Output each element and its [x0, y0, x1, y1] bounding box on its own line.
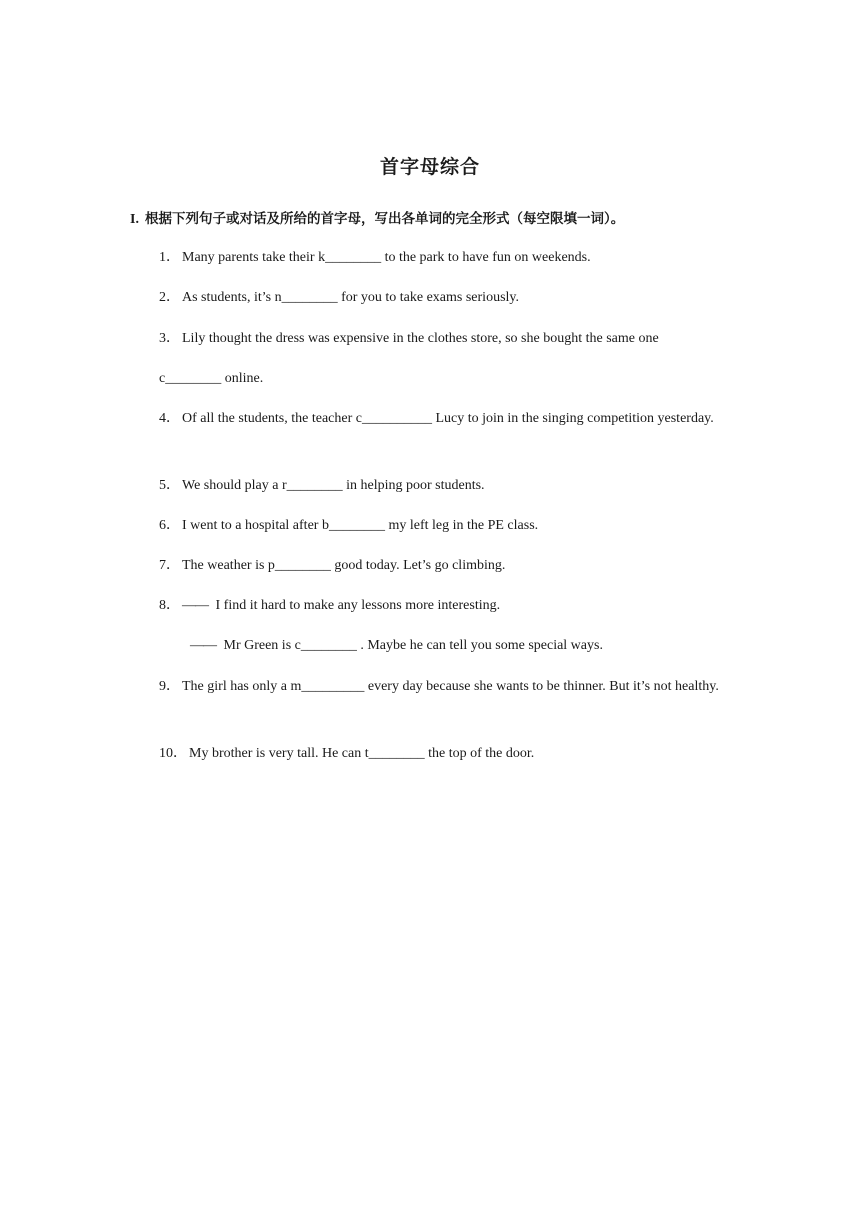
question-8-reply [190, 633, 603, 659]
section-instruction-text: 根据下列句子或对话及所给的首字母，写出各单词的完全形式（每空限填一词）。 [144, 211, 625, 227]
question-number: 7． [159, 558, 180, 573]
question-5 [159, 473, 485, 499]
question-text: We should play a r________ in helping poor students. [182, 478, 485, 493]
question-text: My brother is very tall. He can t________ the top of the door. [189, 746, 535, 761]
question-number: 10． [159, 746, 187, 761]
question-6 [159, 513, 538, 539]
page-title: 首字母综合 [379, 156, 480, 178]
dialogue-dash: —— [190, 638, 216, 653]
section-number: I. [130, 212, 139, 227]
question-number: 1． [159, 250, 180, 265]
question-text-continued: c________ online. [159, 371, 264, 386]
question-10 [159, 741, 534, 767]
question-number: 8． [159, 598, 180, 613]
question-number: 4． [159, 411, 180, 426]
question-9 [130, 674, 730, 700]
reply-text: Mr Green is c________ . Maybe he can tell you some special ways. [223, 638, 603, 653]
question-text: I went to a hospital after b________ my left leg in the PE class. [182, 518, 539, 533]
question-3-continuation [159, 366, 263, 392]
question-1 [159, 245, 591, 271]
question-number: 9． [159, 679, 180, 694]
question-text: Of all the students, the teacher c__________ Lucy to join in the singing competition yesterday. [182, 411, 714, 426]
question-4 [130, 406, 730, 432]
question-text: Lily thought the dress was expensive in the clothes store, so she bought the same one [182, 331, 659, 346]
dialogue-dash: —— [182, 598, 208, 613]
question-number: 5． [159, 478, 180, 493]
question-3 [159, 326, 659, 352]
question-text: Many parents take their k________ to the park to have fun on weekends. [182, 250, 591, 265]
question-text: I find it hard to make any lessons more interesting. [215, 598, 501, 613]
question-number: 3． [159, 331, 180, 346]
question-2 [159, 285, 519, 311]
question-number: 2． [159, 290, 180, 305]
question-text: The weather is p________ good today. Let’s go climbing. [182, 558, 506, 573]
question-7 [159, 553, 505, 579]
question-text: As students, it’s n________ for you to take exams seriously. [182, 290, 520, 305]
question-text: The girl has only a m_________ every day because she wants to be thinner. But it’s not healthy. [182, 679, 719, 694]
section-instruction [130, 207, 624, 228]
question-number: 6． [159, 518, 180, 533]
question-8 [159, 593, 500, 619]
